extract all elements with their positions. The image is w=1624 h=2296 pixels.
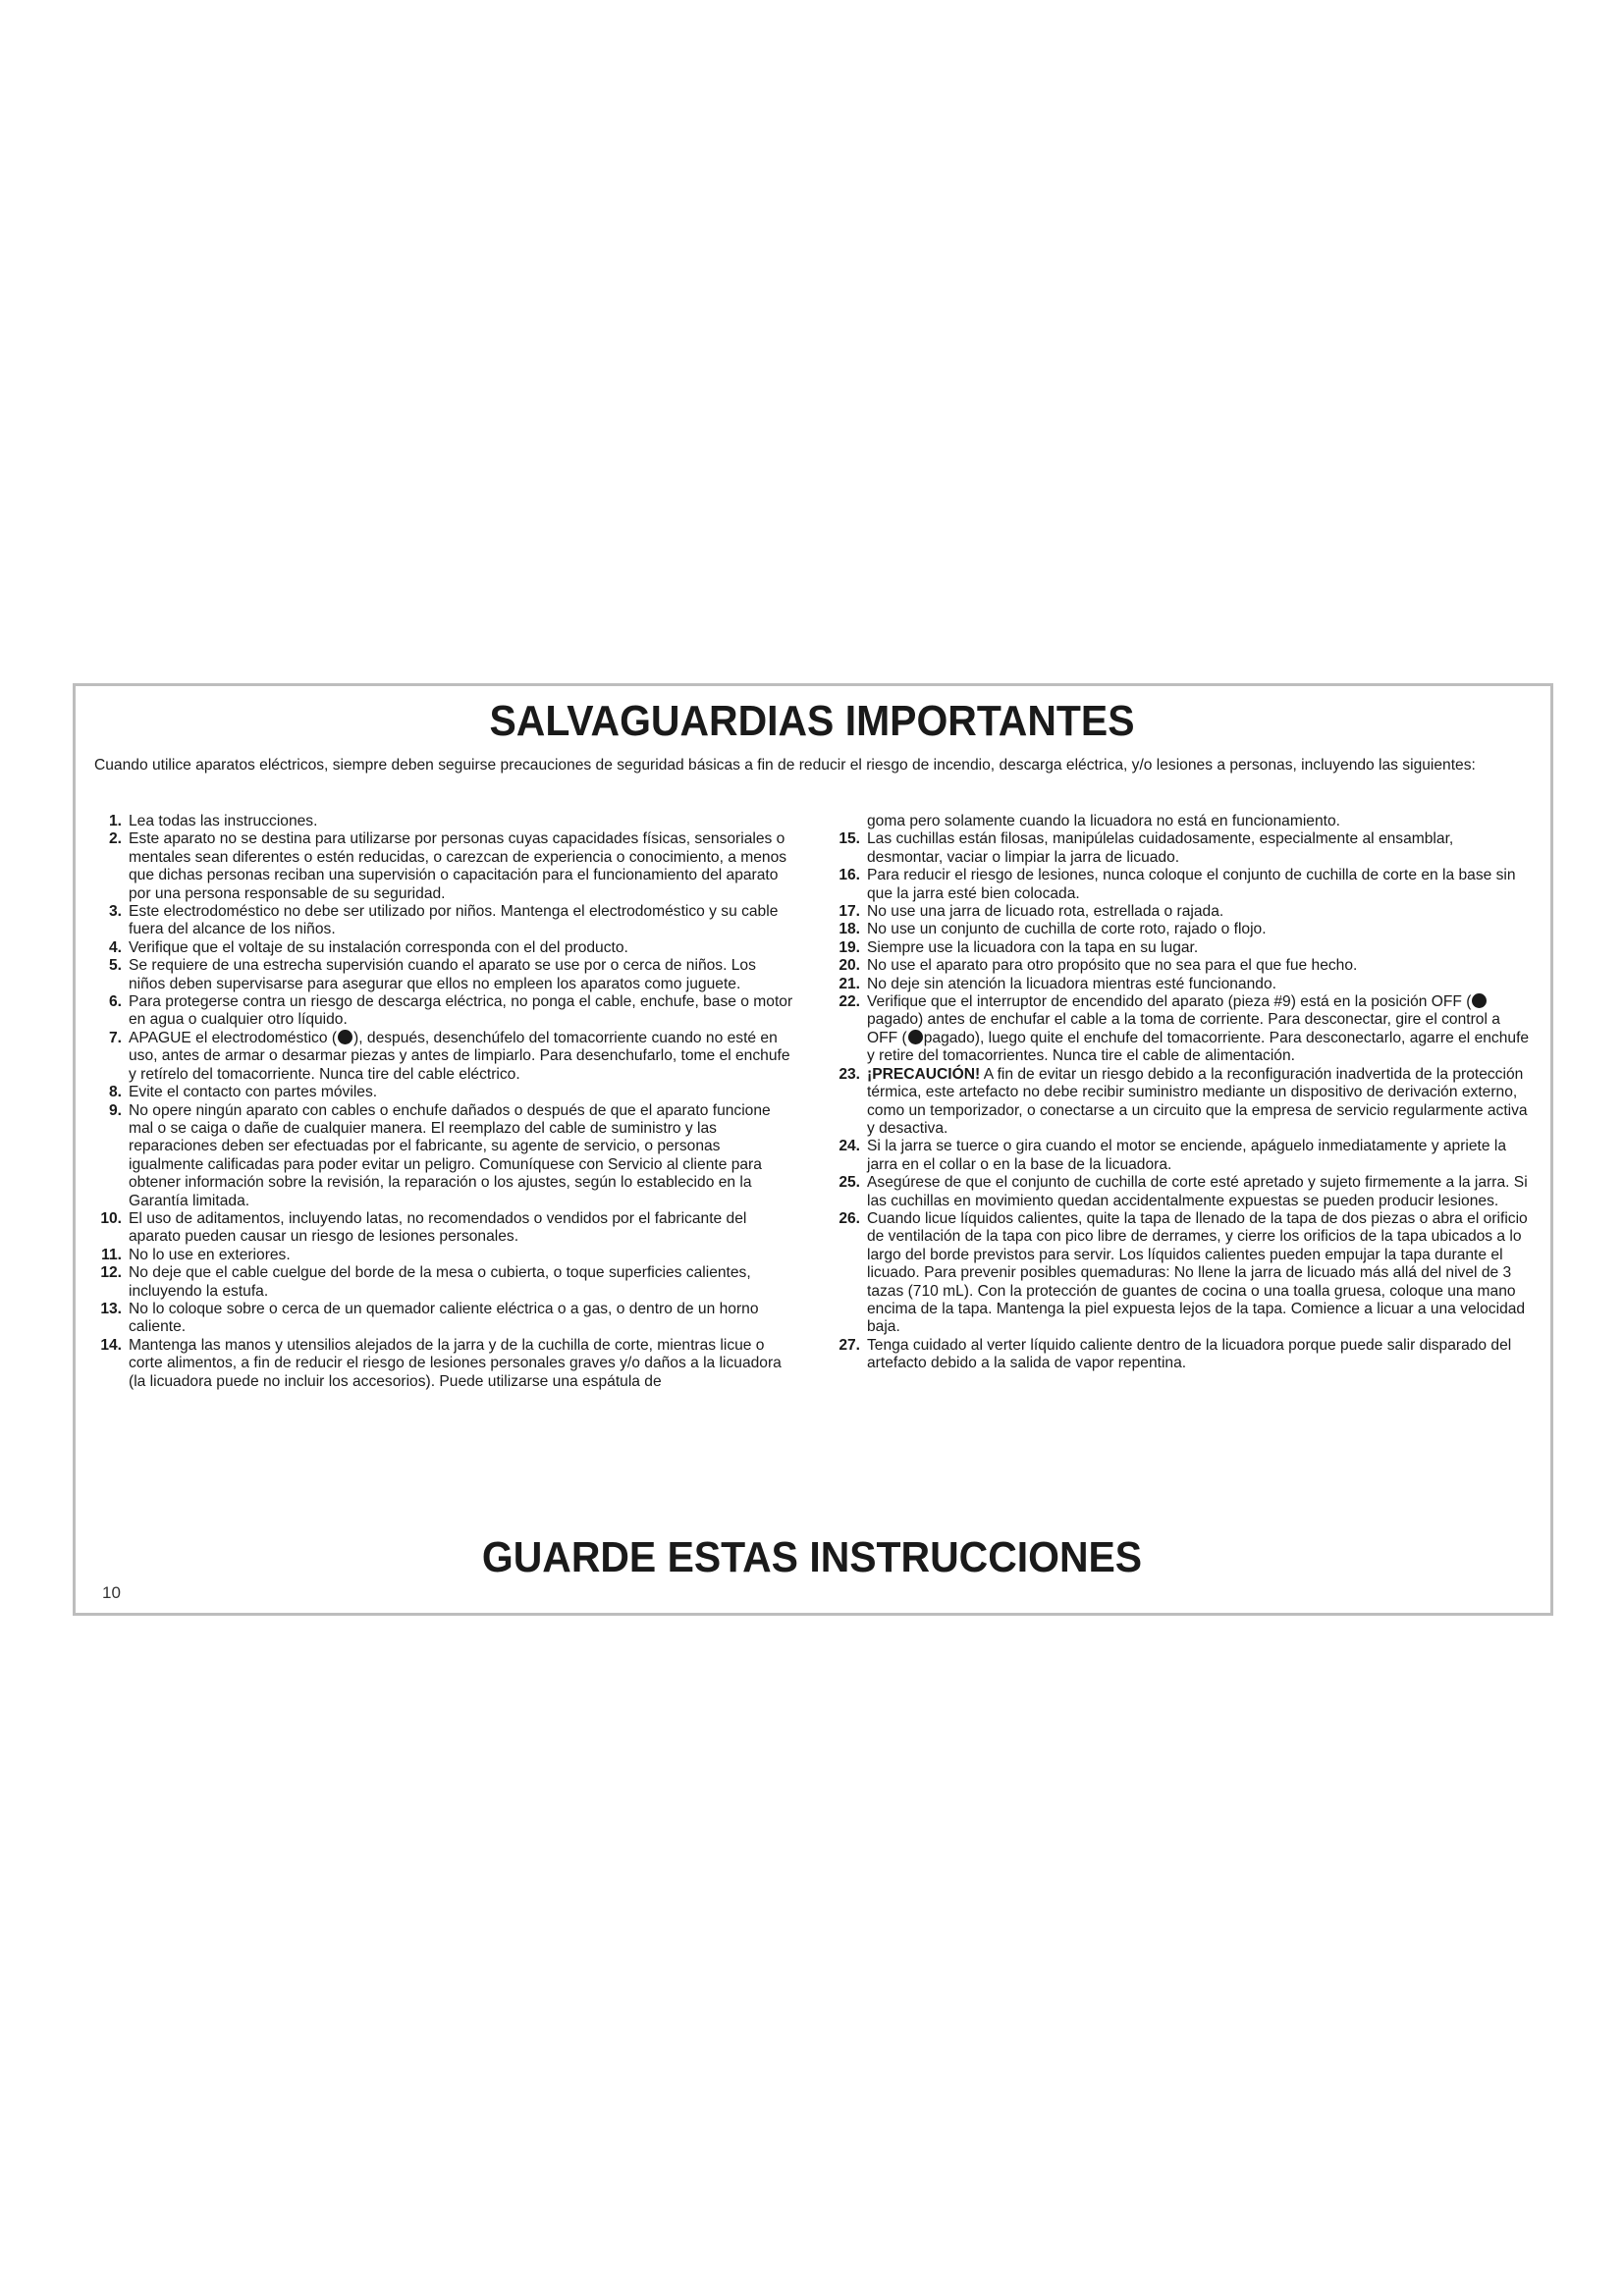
list-item <box>833 993 1532 1066</box>
item-number: 25. <box>839 1174 860 1192</box>
item-text: No use un conjunto de cuchilla de corte roto, rajado o flojo. <box>867 921 1267 938</box>
list-item <box>833 1174 1532 1210</box>
item-continuation: goma pero solamente cuando la licuadora no está en funcionamiento. <box>867 813 1340 829</box>
item-text: Mantenga las manos y utensilios alejados de la jarra y de la cuchilla de corte, mientras licue o corte alimentos, a fin de reducir el riesgo de lesiones personales graves y/o daños a la licuadora (la licuadora puede no incluir los accesorios). Puede utilizarse una espátula de <box>129 1336 782 1390</box>
list-item <box>833 1138 1532 1174</box>
item-text: Se requiere de una estrecha supervisión cuando el aparato se use por o cerca de niños. Los niños deben supervisarse para asegurar que ellos no empleen los aparatos como juguete. <box>129 957 756 992</box>
power-off-symbol-icon <box>908 1030 923 1044</box>
item-number: 9. <box>108 1101 122 1119</box>
list-item <box>833 921 1532 938</box>
list-item <box>833 1210 1532 1337</box>
list-item <box>833 976 1532 993</box>
caution-label: ¡PRECAUCIÓN! <box>867 1065 981 1083</box>
item-number: 11. <box>101 1246 122 1263</box>
item-text: pagado), luego quite el enchufe del tomacorriente. Para desconectarlo, agarre el enchufe y retire del tomacorrientes. Nunca tire el cable de alimentación. <box>867 1029 1530 1065</box>
power-off-symbol-icon <box>1472 993 1487 1008</box>
list-item <box>833 867 1532 903</box>
item-number: 23. <box>839 1065 860 1083</box>
item-number: 15. <box>839 830 860 848</box>
list-item <box>94 1102 795 1210</box>
page-title: SALVAGUARDIAS IMPORTANTES <box>489 697 1135 745</box>
item-text: No use una jarra de licuado rota, estrellada o rajada. <box>867 903 1224 921</box>
power-off-symbol-icon <box>338 1030 352 1044</box>
item-text: Este aparato no se destina para utilizarse por personas cuyas capacidades físicas, sensoriales o mentales sean diferentes o estén reducidas, o carezcan de experiencia o conocimiento, a menos que dichas personas reciban una supervisión o capacitación para el funcionamiento del aparato por una persona responsable de su seguridad. <box>129 830 787 902</box>
item-text: ), después, desenchúfelo del tomacorriente cuando no esté en uso, antes de armar o desarmar piezas y antes de limpiarlo. Para desenchufarlo, tome el enchufe y retírelo del tomacorriente. Nunca tire del cable eléctrico. <box>129 1029 790 1083</box>
item-number: 10. <box>100 1209 122 1227</box>
item-number: 5. <box>108 957 122 975</box>
item-number: 13. <box>100 1300 122 1317</box>
item-text: Lea todas las instrucciones. <box>129 813 318 829</box>
item-text: Verifique que el voltaje de su instalación corresponda con el del producto. <box>129 938 628 956</box>
item-number: 16. <box>839 867 860 884</box>
item-number: 17. <box>839 903 860 921</box>
item-text: Las cuchillas están filosas, manipúlelas cuidadosamente, especialmente al ensamblar, desmontar, vaciar o limpiar la jarra de licuado. <box>867 830 1454 866</box>
item-text: Verifique que el interruptor de encendido del aparato (pieza #9) está en la posición OFF ( <box>867 993 1472 1011</box>
intro-paragraph: Cuando utilice aparatos eléctricos, siempre deben seguirse precauciones de seguridad básicas a fin de reducir el riesgo de incendio, descarga eléctrica, y/o lesiones a personas, incluyendo las siguientes: <box>94 757 1476 774</box>
item-number: 26. <box>839 1209 860 1227</box>
list-item <box>94 1337 795 1391</box>
item-number: 8. <box>108 1084 122 1101</box>
list-item <box>94 1210 795 1247</box>
item-number: 18. <box>839 921 860 938</box>
item-text: Para protegerse contra un riesgo de descarga eléctrica, no ponga el cable, enchufe, base o motor en agua o cualquier otro líquido. <box>129 993 793 1029</box>
list-item <box>94 1247 795 1264</box>
list-item <box>94 993 795 1030</box>
item-text: Evite el contacto con partes móviles. <box>129 1084 378 1101</box>
item-text: No deje que el cable cuelgue del borde de la mesa o cubierta, o toque superficies calientes, incluyendo la estufa. <box>129 1264 751 1300</box>
item-text: El uso de aditamentos, incluyendo latas, no recomendados o vendidos por el fabricante del aparato pueden causar un riesgo de lesiones personales. <box>129 1209 747 1246</box>
list-item <box>833 1066 1532 1139</box>
item-text: No lo coloque sobre o cerca de un quemador caliente eléctrica o a gas, o dentro de un horno caliente. <box>129 1300 759 1336</box>
item-text: Si la jarra se tuerce o gira cuando el motor se enciende, apáguelo inmediatamente y apriete la jarra en el collar o en la base de la licuadora. <box>867 1138 1506 1173</box>
right-column <box>833 813 1532 1373</box>
item-number: 4. <box>108 938 122 956</box>
item-number: 6. <box>108 993 122 1011</box>
list-item <box>94 1084 795 1101</box>
list-item <box>94 813 795 830</box>
item-text: Siempre use la licuadora con la tapa en su lugar. <box>867 938 1199 956</box>
item-number: 3. <box>108 903 122 921</box>
list-item <box>833 903 1532 921</box>
list-item <box>94 1264 795 1301</box>
list-item <box>94 1301 795 1337</box>
item-number: 1. <box>108 813 122 829</box>
list-item <box>94 1030 795 1084</box>
item-text: A fin de evitar un riesgo debido a la reconfiguración inadvertida de la protección térmica, este artefacto no debe recibir suministro mediante un dispositivo de derivación externo, como un temporizador, o conectarse a un circuito que la empresa de servicio regularmente activa y desactiva. <box>867 1065 1528 1137</box>
item-number: 2. <box>108 830 122 848</box>
item-text: No lo use en exteriores. <box>129 1246 291 1263</box>
item-text: Para reducir el riesgo de lesiones, nunca coloque el conjunto de cuchilla de corte en la base sin que la jarra esté bien colocada. <box>867 867 1516 902</box>
list-item <box>833 939 1532 957</box>
item-text: No opere ningún aparato con cables o enchufe dañados o después de que el aparato funcione mal o se caiga o dañe de cualquier manera. El reemplazo del cable de suministro y las reparaciones deben ser efectuadas por el fabricante, su agente de servicio, o personas igualmente calificadas para poder evitar un peligro. Comuníquese con Servicio al cliente para obtener información sobre la revisión, la reparación o los ajustes, según lo establecido en la Garantía limitada. <box>129 1101 771 1209</box>
list-item <box>94 830 795 903</box>
item-text: Asegúrese de que el conjunto de cuchilla de corte esté apretado y sujeto firmemente a la jarra. Si las cuchillas en movimiento quedan accidentalmente expuestas se pueden producir lesiones. <box>867 1174 1528 1209</box>
item-number: 19. <box>839 938 860 956</box>
left-column <box>94 813 795 1391</box>
item-text: Cuando licue líquidos calientes, quite la tapa de llenado de la tapa de dos piezas o abra el orificio de ventilación de la tapa con pico libre de derrames, y cierre los orificios de la tapa ubicados a lo largo del borde previstos para servir. Los líquidos calientes pueden empujar la tapa durante el licuado. Para prevenir posibles quemaduras: No llene la jarra de licuado más allá del nivel de 3 tazas (710 mL). Con la protección de guantes de cocina o una toalla gruesa, coloque una mano encima de la tapa. Mantenga la piel expuesta lejos de la tapa. Comience a licuar a una velocidad baja. <box>867 1209 1528 1336</box>
list-item <box>94 903 795 939</box>
item-text: APAGUE el electrodoméstico ( <box>129 1029 338 1046</box>
item-text: pagado) antes de enchufar el cable a la toma de corriente. Para desconectar, gire el control a OFF ( <box>867 1011 1500 1046</box>
item-number: 7. <box>108 1029 122 1046</box>
list-item <box>833 1337 1532 1373</box>
item-text: Tenga cuidado al verter líquido caliente dentro de la licuadora porque puede salir disparado del artefacto debido a la salida de vapor repentina. <box>867 1336 1512 1372</box>
item-number: 21. <box>839 975 860 992</box>
item-number: 27. <box>839 1336 860 1354</box>
list-item <box>94 957 795 993</box>
item-number: 14. <box>100 1336 122 1354</box>
list-item <box>94 939 795 957</box>
item-text: No use el aparato para otro propósito que no sea para el que fue hecho. <box>867 957 1358 975</box>
item-number: 20. <box>839 957 860 975</box>
item-number: 24. <box>839 1138 860 1155</box>
page-number: 10 <box>102 1583 121 1602</box>
item-text: Este electrodoméstico no debe ser utilizado por niños. Mantenga el electrodoméstico y su cable fuera del alcance de los niños. <box>129 903 779 938</box>
list-item <box>833 830 1532 867</box>
item-number: 22. <box>839 993 860 1011</box>
footer-title: GUARDE ESTAS INSTRUCCIONES <box>481 1533 1143 1581</box>
item-text: No deje sin atención la licuadora mientras esté funcionando. <box>867 975 1276 992</box>
list-item <box>833 957 1532 975</box>
item-number: 12. <box>100 1264 122 1282</box>
